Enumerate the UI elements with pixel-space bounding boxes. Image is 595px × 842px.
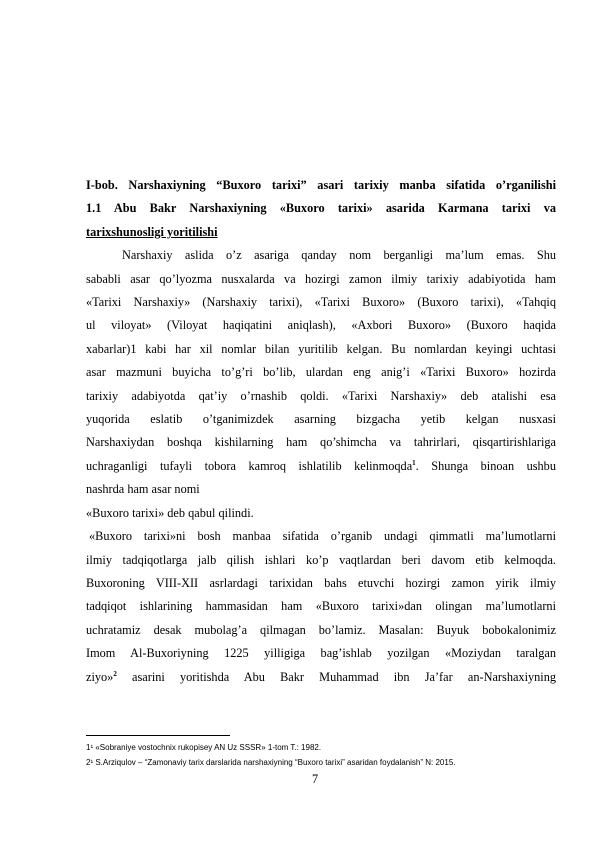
paragraph1-line10-tail: . Shunga binoan ushbu: [415, 458, 556, 473]
section-heading-line2: [86, 221, 556, 244]
paragraph2-line7-tail: asarini yoritishda Abu Bakr Muhammad ibn Ja’far an-Narshaxiyning: [132, 669, 556, 684]
footnotes: [86, 740, 556, 770]
paragraph2-line5: uchratamiz desak mubolag’a qilmagan bo’lamiz. Masalan: Buyuk bobokalonimiz: [86, 622, 556, 637]
paragraph2-line3: Buxoroning VIII-XII asrlardagi tarixidan bahs etuvchi hozirgi zamon yirik ilmiy: [86, 575, 556, 590]
paragraph1-line11: nashrda ham asar nomi: [86, 482, 200, 497]
paragraph1-line2: sababli asar qo’lyozma nusxalarda va hozirgi zamon ilmiy tarixiy adabiyotida ham: [86, 271, 556, 286]
page-number: 7: [312, 772, 319, 786]
paragraph1-line12: «Buxoro tarixi» deb qabul qilindi.: [86, 505, 254, 520]
section-heading-underlined: tarixshunosligi yoritilishi: [86, 224, 218, 239]
footnote-2: 2¹ S.Arziqulov – “Zamonaviy tarix darslarida narshaxiyning “Buxoro tarixi” asaridan foydalanish” N: 2015.: [86, 758, 456, 767]
footnote-ref-1: 1: [412, 458, 416, 467]
paragraph2-line7-head: ziyo»: [86, 669, 114, 684]
document-page: [86, 174, 556, 689]
paragraph1-line8: yuqorida eslatib o’tganimizdek asarning bizgacha yetib kelgan nusxasi: [86, 412, 556, 427]
paragraph1-line9: Narshaxiydan boshqa kishilarning ham qo’shimcha va tahrirlari, qisqartirishlariga: [86, 435, 556, 450]
paragraph1-line10-head: uchraganligi tufayli tobora kamroq ishlatilib kelinmoqda: [86, 458, 413, 473]
footnote-1: 1¹ «Sobraniye vostochnix rukopisey AN Uz SSSR» 1-tom T.: 1982.: [86, 743, 322, 752]
paragraph2-line7: [86, 666, 556, 689]
paragraph2-line1: «Buxoro tarixi»ni bosh manbaa sifatida o’rganib undagi qimmatli ma’lumotlarni: [89, 529, 556, 544]
paragraph2-line4: tadqiqot ishlarining hammasidan ham «Buxoro tarixi»dan olingan ma’lumotlarni: [86, 599, 556, 614]
paragraph1-line5: xabarlar)1 kabi har xil nomlar bilan yuritilib kelgan. Bu nomlardan keyingi uchtasi: [86, 341, 556, 356]
footnote-ref-2: 2: [113, 669, 117, 678]
paragraph1-line4: ul viloyat» (Viloyat haqiqatini aniqlash), «Axbori Buxoro» (Buxoro haqida: [86, 318, 556, 333]
section-heading-line1: 1.1 Abu Bakr Narshaxiyning «Buxoro tarixi» asarida Karmana tarixi va: [86, 201, 556, 216]
paragraph1-line3: «Tarixi Narshaxiy» (Narshaxiy tarixi), «Tarixi Buxoro» (Buxoro tarixi), «Tahqiq: [86, 295, 556, 310]
paragraph1-line1: Narshaxiy aslida o’z asariga qanday nom berganligi ma’lum emas. Shu: [122, 248, 556, 263]
paragraph2-line2: ilmiy tadqiqotlarga jalb qilish ishlari ko’p vaqtlardan beri davom etib kelmoqda.: [86, 552, 556, 567]
paragraph1-line6: asar mazmuni buyicha to’g’ri bo’lib, ulardan eng anig’i «Tarixi Buxoro» hozirda: [86, 365, 556, 380]
paragraph1-line7: tarixiy adabiyotda qat’iy o’rnashib qoldi. «Tarixi Narshaxiy» deb atalishi esa: [86, 388, 556, 403]
footnote-separator: [86, 735, 230, 736]
paragraph2-line6: Imom Al-Buxoriyning 1225 yilligiga bag’ishlab yozilgan «Moziydan taralgan: [86, 646, 556, 661]
chapter-heading: I-bob. Narshaxiyning “Buxoro tarixi” asari tarixiy manba sifatida o’rganilishi: [86, 178, 556, 192]
paragraph1-line10: [86, 455, 556, 478]
